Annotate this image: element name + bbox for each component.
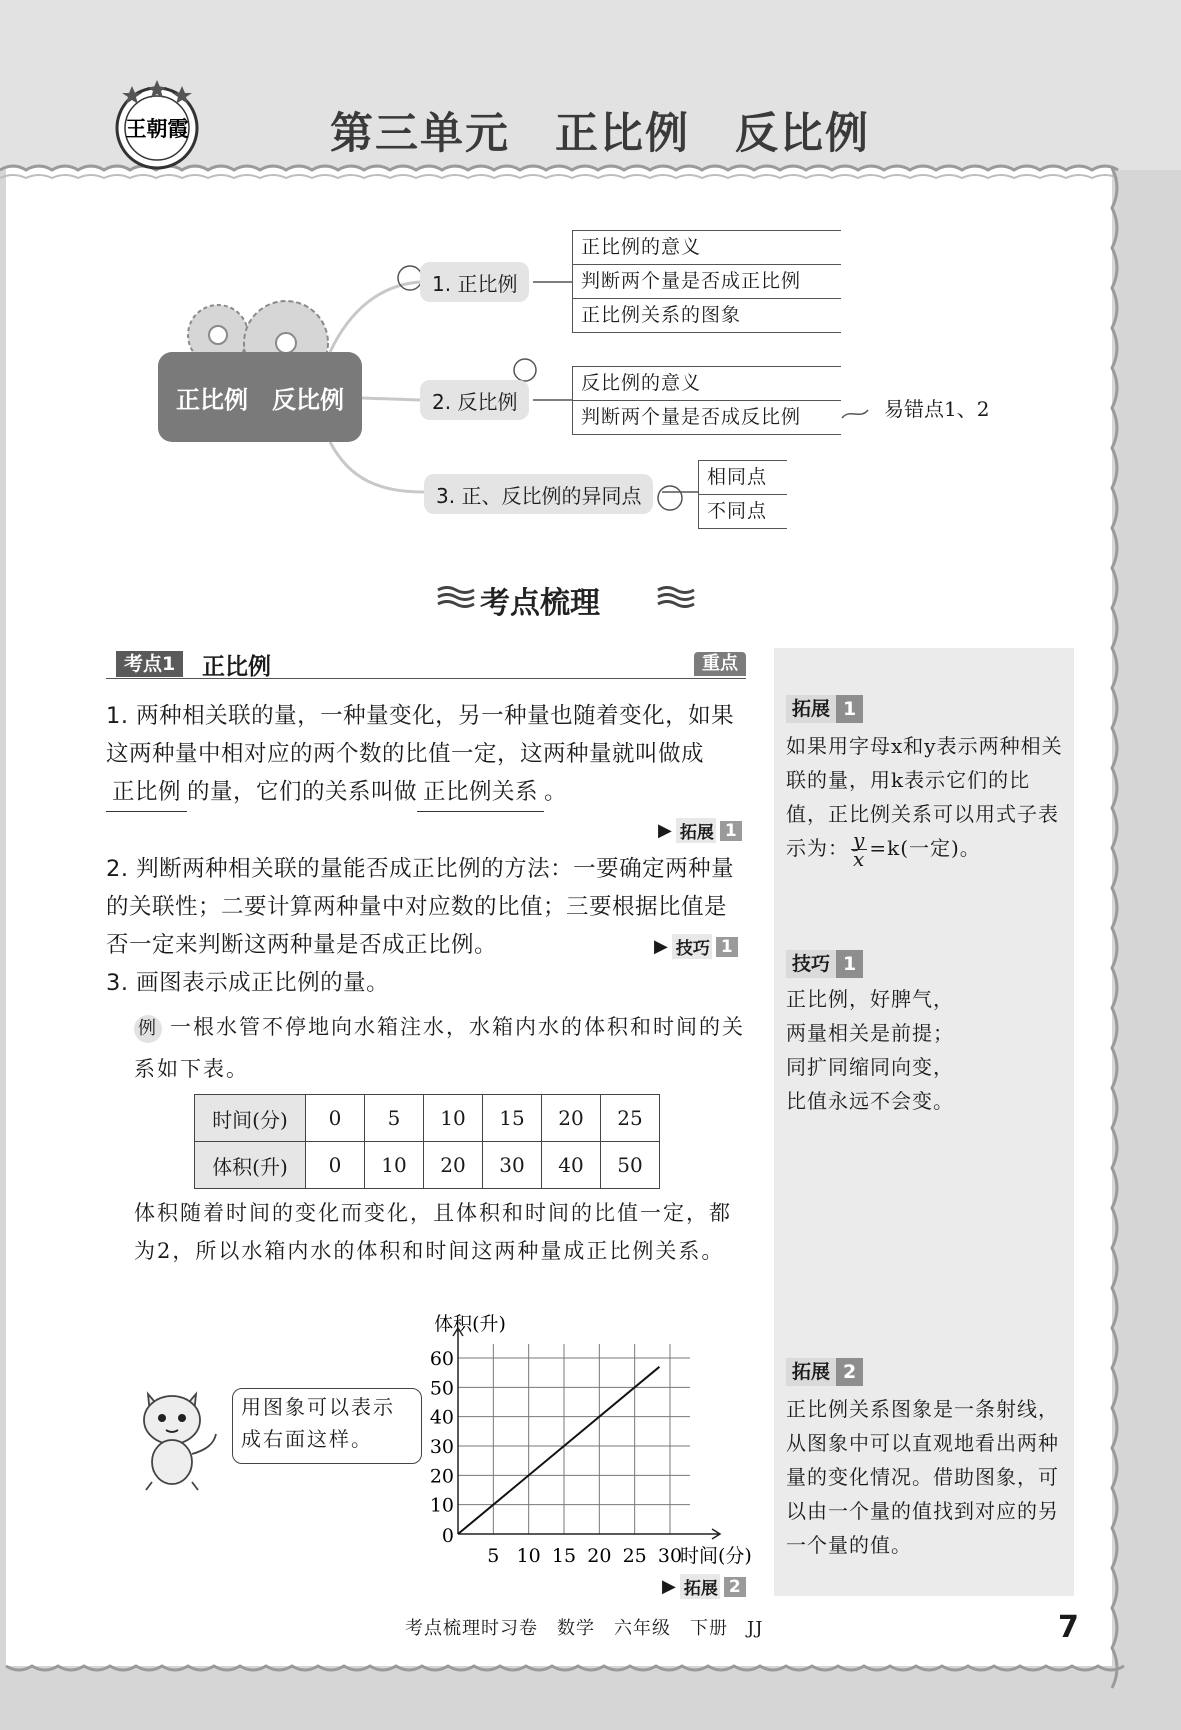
mindmap-leaf: 判断两个量是否成正比例 bbox=[573, 264, 841, 298]
ref-label: 拓展 bbox=[680, 1574, 720, 1599]
item-text: 判断两种相关联的量能否成正比例的方法：一要确定两种量的关联性；二要计算两种量中对应数的比值；三要根据比值是否一定来判断这两种量是否成正比例。 bbox=[106, 856, 735, 958]
mindmap-branch-2: 2. 反比例 bbox=[420, 380, 529, 420]
x-tick-labels bbox=[487, 1545, 682, 1567]
answer-blank: 正比例 bbox=[106, 773, 187, 812]
tag-number: 1 bbox=[836, 695, 863, 723]
example-text: 一根水管不停地向水箱注水，水箱内水的体积和时间的关系如下表。 bbox=[134, 1015, 745, 1081]
x-tick-label: 20 bbox=[587, 1545, 612, 1567]
sidebar-jiqiao-1-text bbox=[786, 982, 1066, 1118]
mindmap-branch-1: 1. 正比例 bbox=[420, 262, 529, 302]
arrow-right-icon: ▶ bbox=[654, 936, 668, 957]
section-title: 考点梳理 bbox=[480, 586, 600, 621]
mindmap-leaf: 反比例的意义 bbox=[573, 366, 841, 400]
formula-rest: =k(一定)。 bbox=[869, 836, 981, 860]
footer-text: 考点梳理时习卷 数学 六年级 下册 JJ bbox=[405, 1618, 764, 1639]
mindmap-leaf: 判断两个量是否成反比例 bbox=[573, 400, 841, 435]
y-axis-label: 体积(升) bbox=[434, 1313, 506, 1335]
example-tag: 例 bbox=[134, 1015, 162, 1043]
kaodian-header bbox=[106, 648, 746, 679]
speech-bubble: 用图象可以表示成右面这样。 bbox=[232, 1388, 422, 1464]
table-head: 时间(分) bbox=[195, 1095, 306, 1142]
ref-number: 1 bbox=[720, 821, 742, 841]
wave-icon bbox=[656, 586, 696, 608]
table-cell: 15 bbox=[483, 1095, 542, 1142]
rhyme-line: 比值永远不会变。 bbox=[786, 1089, 954, 1113]
sidebar-tag-jiqiao-1 bbox=[786, 950, 863, 978]
cat-mascot-icon bbox=[134, 1384, 220, 1494]
table-row bbox=[195, 1095, 660, 1142]
mindmap-branch-3: 3. 正、反比例的异同点 bbox=[424, 474, 653, 514]
table-head: 体积(升) bbox=[195, 1142, 306, 1189]
table-cell: 50 bbox=[601, 1142, 660, 1189]
x-axis bbox=[458, 1529, 720, 1539]
tag-label: 拓展 bbox=[786, 1358, 836, 1386]
ref-label: 技巧 bbox=[672, 934, 712, 959]
table-cell: 20 bbox=[542, 1095, 601, 1142]
kaodian-badge: 重点 bbox=[694, 652, 746, 676]
item-3 bbox=[106, 964, 746, 1002]
ref-tuozhan-1 bbox=[658, 818, 742, 843]
unit-title: 第三单元 正比例 反比例 bbox=[330, 109, 870, 159]
item-number: 1. bbox=[106, 703, 129, 729]
table-cell: 30 bbox=[483, 1142, 542, 1189]
table-row bbox=[195, 1142, 660, 1189]
table-cell: 0 bbox=[306, 1142, 365, 1189]
y-tick-label: 50 bbox=[429, 1377, 454, 1400]
sidebar-tuozhan-1-text bbox=[786, 729, 1066, 871]
example bbox=[134, 1006, 746, 1090]
item-2 bbox=[106, 850, 746, 964]
mindmap-center: 正比例 反比例 bbox=[158, 352, 362, 442]
rhyme-line: 同扩同缩同向变， bbox=[786, 1055, 954, 1079]
kaodian-tag: 考点1 bbox=[116, 651, 183, 677]
table-cell: 10 bbox=[365, 1142, 424, 1189]
ref-number: 2 bbox=[724, 1577, 746, 1597]
table-cell: 20 bbox=[424, 1142, 483, 1189]
y-tick-label: 20 bbox=[429, 1465, 454, 1488]
formula-numerator: y bbox=[853, 828, 866, 852]
logo-text: 王朝霞 bbox=[125, 116, 189, 141]
wave-icon bbox=[436, 586, 476, 608]
table-cell: 10 bbox=[424, 1095, 483, 1142]
formula-denominator: x bbox=[853, 847, 866, 871]
kaodian-title: 正比例 bbox=[202, 654, 271, 680]
x-tick-label: 30 bbox=[657, 1545, 683, 1567]
y-tick-label: 30 bbox=[429, 1436, 454, 1458]
y-tick-label: 60 bbox=[429, 1348, 454, 1370]
item-text: 。 bbox=[544, 779, 568, 805]
mindmap-leaf: 正比例关系的图象 bbox=[573, 298, 841, 333]
rhyme-line: 两量相关是前提； bbox=[786, 1021, 954, 1045]
ref-tuozhan-2 bbox=[662, 1574, 746, 1599]
sidebar-tuozhan-2-text: 正比例关系图象是一条射线，从图象中可以直观地看出两种量的变化情况。借助图象，可以由一个量的值找到对应的另一个量的值。 bbox=[786, 1397, 1059, 1557]
table-cell: 25 bbox=[601, 1095, 660, 1142]
rhyme-line: 正比例，好脾气， bbox=[786, 987, 954, 1011]
arrow-right-icon: ▶ bbox=[658, 820, 672, 841]
table-cell: 40 bbox=[542, 1142, 601, 1189]
x-tick-label: 5 bbox=[487, 1545, 500, 1567]
mindmap-leaves-3 bbox=[698, 460, 787, 529]
table-cell: 0 bbox=[306, 1095, 365, 1142]
item-1 bbox=[106, 697, 746, 812]
ref-jiqiao-1 bbox=[654, 934, 738, 959]
tag-label: 技巧 bbox=[786, 950, 836, 978]
mindmap-leaves-1 bbox=[572, 230, 841, 333]
item-text: 两种相关联的量，一种量变化，另一种量也随着变化，如果这两种量中相对应的两个数的比值一定，这两种量就叫做成 bbox=[106, 703, 735, 767]
mindmap-note: 易错点1、2 bbox=[884, 397, 990, 421]
sidebar-tag-tuozhan-1 bbox=[786, 695, 863, 723]
mindmap-leaf: 不同点 bbox=[699, 494, 787, 529]
ref-label: 拓展 bbox=[676, 818, 716, 843]
x-tick-label: 10 bbox=[516, 1545, 541, 1567]
answer-blank: 正比例关系 bbox=[417, 773, 544, 812]
formula-fraction bbox=[851, 828, 867, 871]
item-number: 3. bbox=[106, 970, 129, 996]
origin-label: 0 bbox=[441, 1525, 454, 1547]
y-tick-labels bbox=[430, 1348, 454, 1517]
item-text: 画图表示成正比例的量。 bbox=[136, 970, 390, 996]
sidebar-text: 如果用字母x和y表示两种相关联的量，用k表示它们的比值，正比例关系可以用式子表示为： bbox=[786, 734, 1063, 860]
ref-number: 1 bbox=[716, 937, 738, 957]
tag-label: 拓展 bbox=[786, 695, 836, 723]
table-cell: 5 bbox=[365, 1095, 424, 1142]
x-tick-label: 25 bbox=[622, 1545, 647, 1567]
arrow-right-icon: ▶ bbox=[662, 1576, 676, 1597]
item-number: 2. bbox=[106, 856, 129, 882]
conclusion: 体积随着时间的变化而变化，且体积和时间的比值一定，都为2，所以水箱内水的体积和时间这两种量成正比例关系。 bbox=[134, 1201, 732, 1263]
page-number: 7 bbox=[1058, 1610, 1079, 1645]
series-line bbox=[458, 1367, 659, 1534]
y-axis bbox=[453, 1328, 463, 1534]
y-tick-label: 10 bbox=[429, 1494, 454, 1517]
x-axis-label: 时间(分) bbox=[680, 1545, 752, 1567]
sidebar-tag-tuozhan-2 bbox=[786, 1358, 863, 1386]
mindmap-leaves-2 bbox=[572, 366, 841, 435]
y-tick-label: 40 bbox=[429, 1406, 454, 1429]
mindmap-leaf: 正比例的意义 bbox=[573, 230, 841, 264]
proportion-line-chart bbox=[400, 1308, 760, 1572]
item-text: 的量，它们的关系叫做 bbox=[187, 779, 418, 805]
mindmap-leaf: 相同点 bbox=[699, 460, 787, 494]
x-tick-label: 15 bbox=[551, 1545, 577, 1567]
tag-number: 1 bbox=[836, 950, 863, 978]
data-table bbox=[194, 1094, 660, 1189]
tag-number: 2 bbox=[836, 1358, 863, 1386]
